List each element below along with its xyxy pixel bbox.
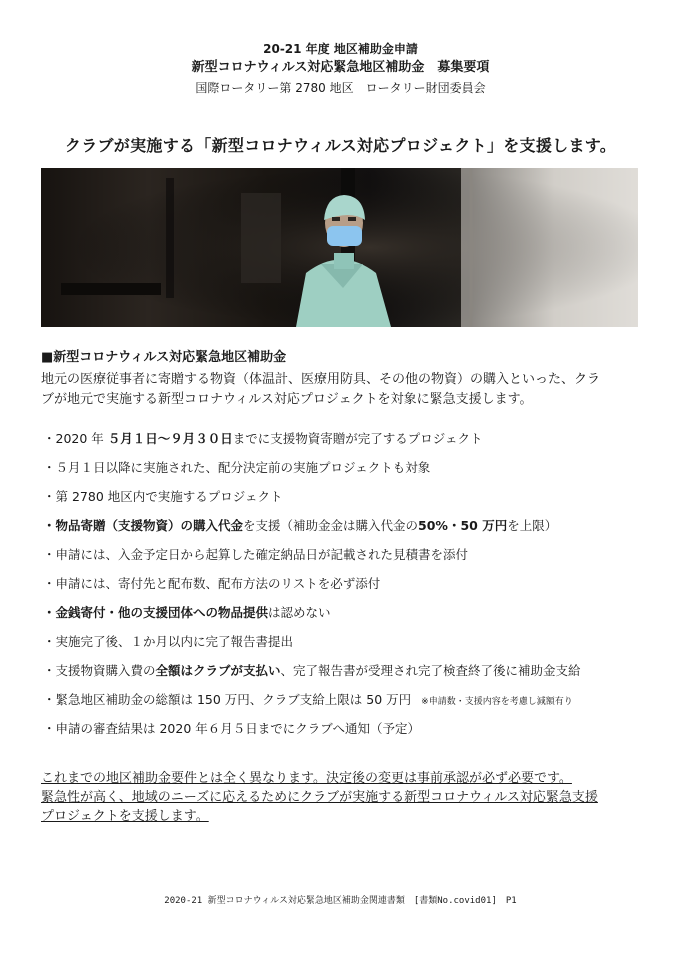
intro-line: ブが地元で実施する新型コロナウィルス対応プロジェクトを対象に緊急支援します。 — [41, 392, 533, 407]
closing-line: 緊急性が高く、地域のニーズに応えるためにクラブが実施する新型コロナウィルス対応緊急支援 — [41, 790, 598, 805]
item-text: までに支援物資寄贈が完了するプロジェクト — [232, 431, 483, 446]
list-item: ・実施完了後、１か月以内に完了報告書提出 — [43, 634, 294, 649]
grant-overview — [41, 349, 641, 410]
item-text: ・支援物資購入費の — [43, 663, 156, 678]
fiscal-year-title: 20-21 年度 地区補助金申請 — [263, 42, 418, 56]
list-item: ・申請には、寄付先と配布数、配布方法のリストを必ず添付 — [43, 576, 381, 591]
section-intro — [41, 370, 641, 410]
list-item: ・申請には、入金予定日から起算した確定納品日が記載された見積書を添付 — [43, 547, 469, 562]
issuer-line: 国際ロータリー第 2780 地区 ロータリー財団委員会 — [195, 81, 486, 95]
item-emphasis: ５月１日〜９月３０日 — [107, 431, 233, 446]
requirements-list — [43, 428, 653, 747]
item-text: 、完了報告書が受理され完了検査終了後に補助金支給 — [280, 663, 581, 678]
document-header — [0, 40, 681, 98]
list-item: ・申請の審査結果は 2020 年６月５日までにクラブへ通知（予定） — [43, 721, 421, 736]
document-title: 新型コロナウィルス対応緊急地区補助金 募集要項 — [191, 60, 490, 75]
closing-line: プロジェクトを支援します。 — [41, 809, 209, 824]
page-footer: 2020-21 新型コロナウィルス対応緊急地区補助金関連書類 [書類No.covid01] P1 — [164, 896, 517, 906]
item-emphasis: ・物品寄贈（支援物資）の購入代金 — [43, 518, 244, 533]
item-text: ・緊急地区補助金の総額は 150 万円、クラブ支給上限は 50 万円 — [43, 692, 412, 707]
section-title: ■新型コロナウィルス対応緊急地区補助金 — [41, 350, 287, 365]
headline: クラブが実施する「新型コロナウィルス対応プロジェクト」を支援します。 — [64, 136, 617, 155]
item-note: ※申請数・支援内容を考慮し減額有り — [421, 697, 573, 707]
item-emphasis: 全額はクラブが支払い — [155, 663, 281, 678]
list-item: ・５月１日以降に実施された、配分決定前の実施プロジェクトも対象 — [43, 460, 431, 475]
intro-line: 地元の医療従事者に寄贈する物資（体温計、医療用防具、その他の物資）の購入といった、クラ — [41, 372, 601, 387]
closing-line: これまでの地区補助金要件とは全く異なります。決定後の変更は事前承認が必ず必要です。 — [41, 771, 572, 786]
list-item — [43, 602, 653, 631]
item-emphasis: 50%・50 万円 — [418, 518, 508, 533]
list-item — [43, 515, 653, 544]
list-item: ・第 2780 地区内で実施するプロジェクト — [43, 489, 283, 504]
item-text: を支援（補助金金は購入代金の — [243, 518, 419, 533]
closing-statement — [41, 769, 641, 826]
photo-medical-worker — [41, 168, 638, 327]
medical-worker-illustration — [41, 168, 638, 327]
item-text: ・2020 年 — [43, 431, 108, 446]
item-emphasis: ・金銭寄付・他の支援団体への物品提供 — [43, 605, 269, 620]
item-text: は認めない — [268, 605, 331, 620]
list-item — [43, 428, 653, 457]
item-text: を上限） — [507, 518, 558, 533]
list-item — [43, 660, 653, 689]
list-item — [43, 689, 653, 718]
